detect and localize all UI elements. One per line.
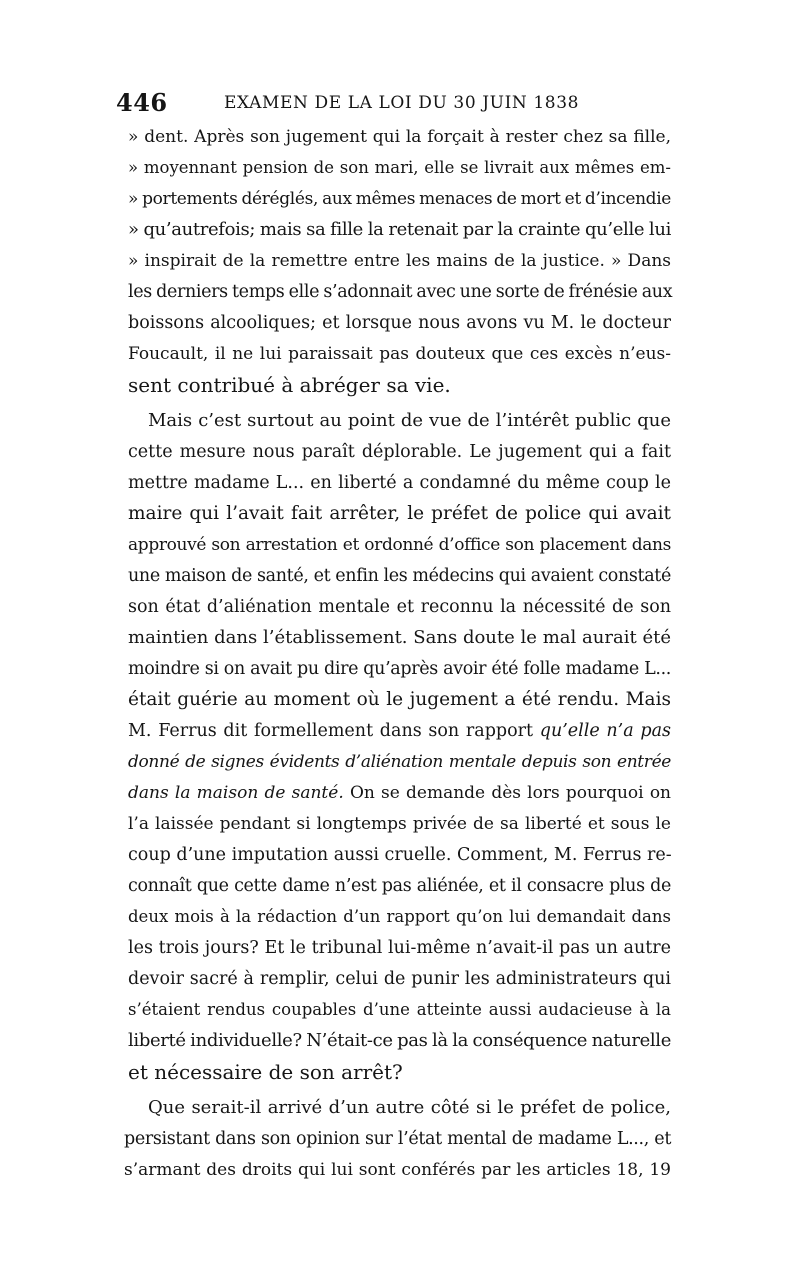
text-line: était guérie au moment où le jugement a été rendu. Mais [128, 689, 671, 710]
text-line: boissons alcooliques; et lorsque nous avons vu M. le docteur [128, 313, 671, 333]
quoted-italic-text: dans la maison de santé. [128, 783, 344, 803]
text-line: liberté individuelle? N’était-ce pas là la conséquence naturelle [128, 1030, 671, 1051]
running-head: EXAMEN DE LA LOI DU 30 JUIN 1838 [224, 93, 580, 113]
text-line: devoir sacré à remplir, celui de punir les administrateurs qui [128, 969, 671, 989]
text-line: » dent. Après son jugement qui la forçait à rester chez sa fille, [128, 127, 671, 147]
text-line: sent contribué à abréger sa vie. [128, 373, 451, 397]
text-line: M. Ferrus dit formellement dans son rapport qu’elle n’a pas [128, 721, 671, 741]
paragraph-start-line: Mais c’est surtout au point de vue de l’intérêt public que [148, 410, 671, 431]
text-line [128, 747, 671, 777]
text-line: les trois jours? Et le tribunal lui-même n’avait-il pas un autre [128, 938, 671, 958]
text-line: moindre si on avait pu dire qu’après avoir été folle madame L... [128, 659, 671, 679]
text-line: les derniers temps elle s’adonnait avec une sorte de frénésie aux [128, 282, 673, 302]
text-line: dans la maison de santé. On se demande dès lors pourquoi on [128, 783, 671, 803]
page-number: 446 [116, 88, 168, 117]
text-line: Foucault, il ne lui paraissait pas douteux que ces excès n’eus- [128, 344, 671, 364]
text-line: s’armant des droits qui lui sont conférés par les articles 18, 19 [124, 1160, 671, 1180]
text-line: l’a laissée pendant si longtemps privée de sa liberté et sous le [128, 814, 671, 834]
text-line: connaît que cette dame n’est pas aliénée, et il consacre plus de [128, 876, 671, 896]
text-line: et nécessaire de son arrêt? [128, 1060, 403, 1084]
quoted-italic-text: donné de signes évidents d’aliénation mentale depuis son entrée [128, 752, 671, 772]
text-line: cette mesure nous paraît déplorable. Le jugement qui a fait [128, 442, 671, 462]
text-line: » moyennant pension de son mari, elle se livrait aux mêmes em- [128, 158, 671, 177]
text-line: » qu’autrefois; mais sa fille la retenait par la crainte qu’elle lui [128, 219, 671, 240]
text-line: maire qui l’avait fait arrêter, le préfet de police qui avait [128, 503, 671, 524]
text-line: deux mois à la rédaction d’un rapport qu’on lui demandait dans [128, 907, 671, 926]
quoted-italic-text: qu’elle n’a pas [539, 721, 671, 741]
text-line: mettre madame L... en liberté a condamné du même coup le [128, 473, 671, 493]
text-line: une maison de santé, et enfin les médecins qui avaient constaté [128, 566, 671, 586]
text-line: approuvé son arrestation et ordonné d’office son placement dans [128, 535, 671, 555]
text-line: coup d’une imputation aussi cruelle. Comment, M. Ferrus re- [128, 845, 672, 865]
text-line: » portements déréglés, aux mêmes menaces de mort et d’incendie [128, 189, 671, 209]
text-line: son état d’aliénation mentale et reconnu la nécessité de son [128, 597, 671, 617]
text-line: persistant dans son opinion sur l’état mental de madame L..., et [124, 1129, 671, 1149]
paragraph-start-line: Que serait-il arrivé d’un autre côté si le préfet de police, [148, 1097, 671, 1118]
text-line: maintien dans l’établissement. Sans doute le mal aurait été [128, 627, 671, 648]
page-header [116, 88, 676, 122]
text-line: s’étaient rendus coupables d’une atteinte aussi audacieuse à la [128, 1000, 671, 1019]
text-line: » inspirait de la remettre entre les mains de la justice. » Dans [128, 251, 671, 271]
